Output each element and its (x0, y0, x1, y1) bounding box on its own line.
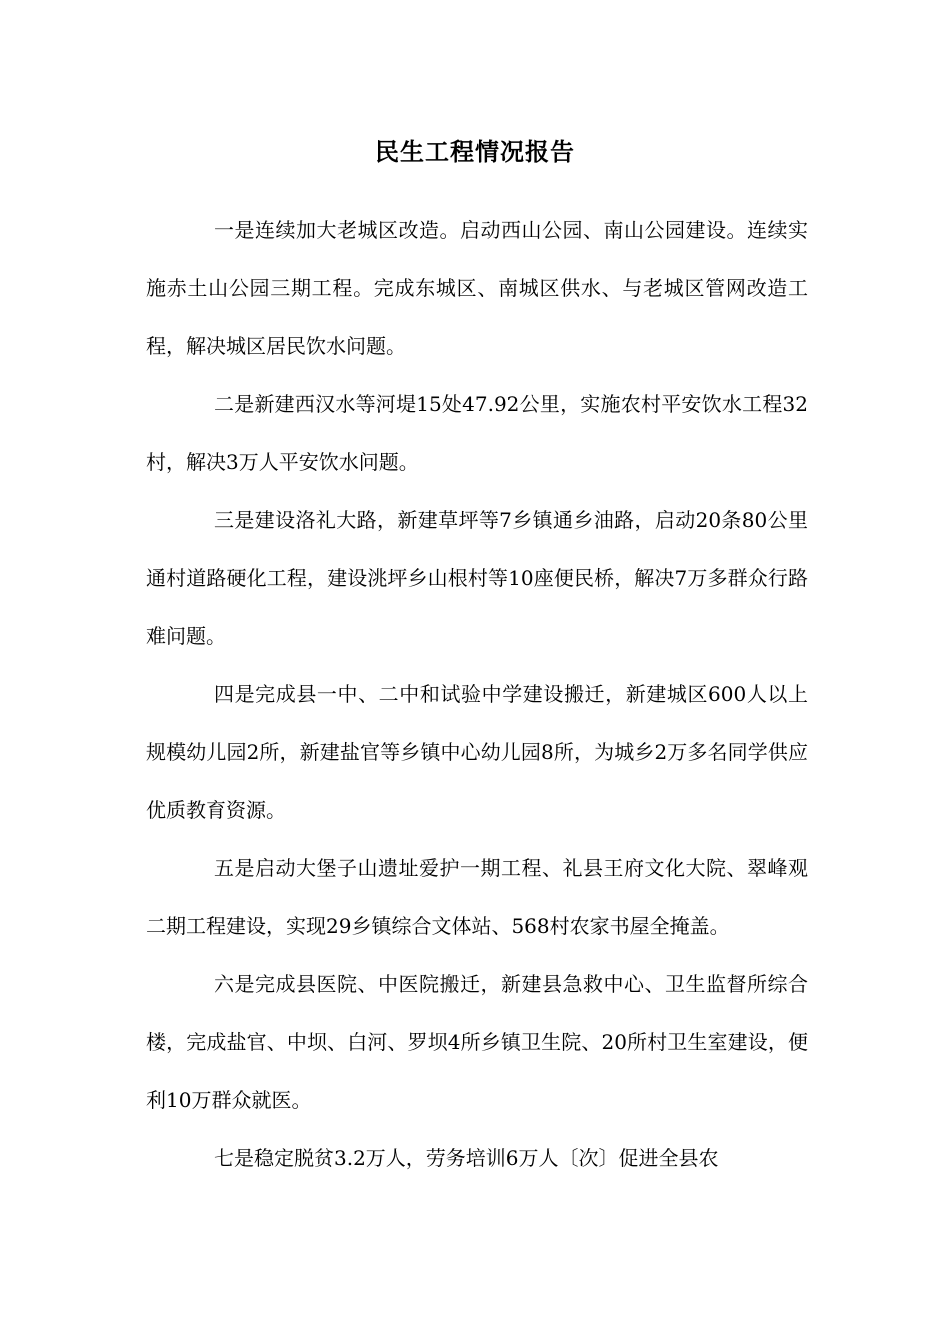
document-title: 民生工程情况报告 (375, 137, 575, 166)
paragraph-7: 七是稳定脱贫3.2万人，劳务培训6万人〔次〕促进全县农 (214, 1146, 719, 1170)
paragraph-4: 四是完成县一中、二中和试验中学建设搬迁，新建城区600人以上规模幼儿园2所，新建盐官等乡镇中心幼儿园8所，为城乡2万多名同学供应优质教育资源。 (146, 682, 808, 822)
paragraph-5: 五是启动大堡子山遗址爱护一期工程、礼县王府文化大院、翠峰观二期工程建设，实现29乡镇综合文体站、568村农家书屋全掩盖。 (146, 856, 808, 938)
document-body (146, 201, 808, 1187)
paragraph-2: 二是新建西汉水等河堤15处47.92公里，实施农村平安饮水工程32村，解决3万人平安饮水问题。 (146, 392, 808, 474)
paragraph-3: 三是建设洛礼大路，新建草坪等7乡镇通乡油路，启动20条80公里通村道路硬化工程，建设洮坪乡山根村等10座便民桥，解决7万多群众行路难问题。 (146, 508, 808, 648)
paragraph-6: 六是完成县医院、中医院搬迁，新建县急救中心、卫生监督所综合楼，完成盐官、中坝、白河、罗坝4所乡镇卫生院、20所村卫生室建设，便利10万群众就医。 (146, 972, 808, 1112)
paragraph-1: 一是连续加大老城区改造。启动西山公园、南山公园建设。连续实施赤土山公园三期工程。完成东城区、南城区供水、与老城区管网改造工程，解决城区居民饮水问题。 (146, 218, 808, 358)
